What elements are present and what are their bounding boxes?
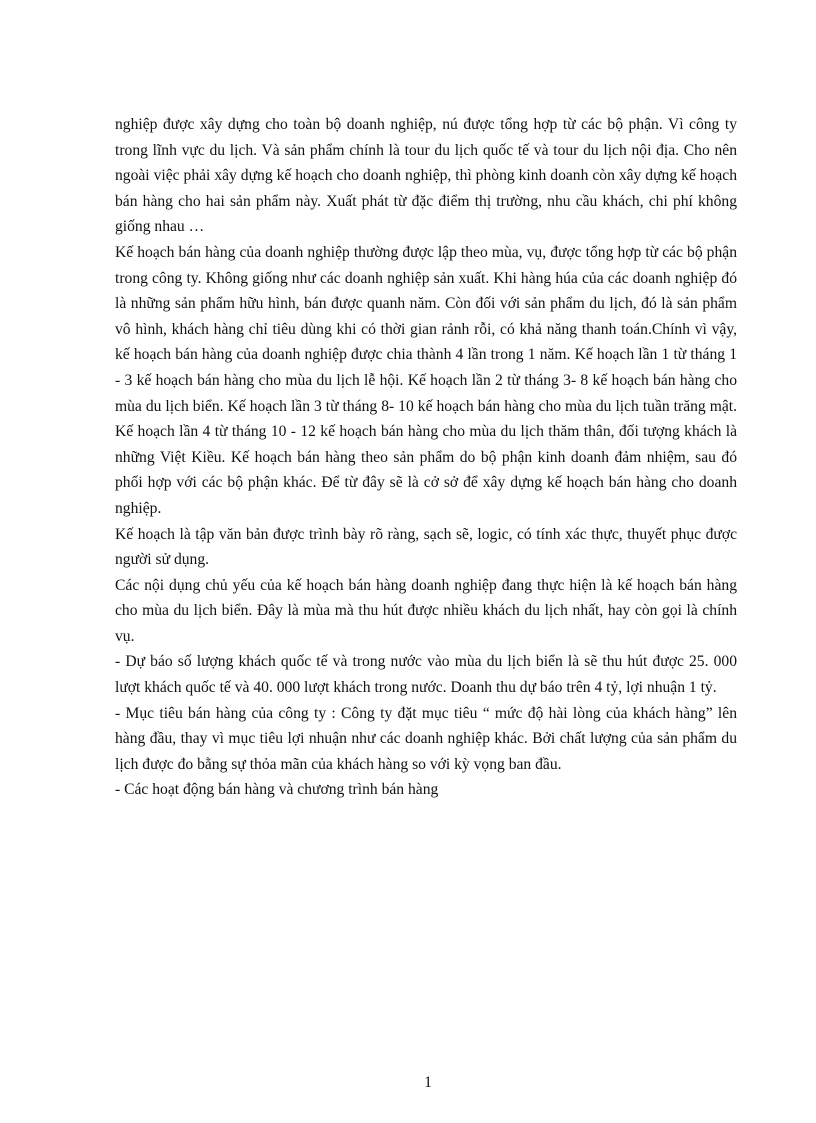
paragraph-6: - Mục tiêu bán hàng của công ty : Công ty đặt mục tiêu “ mức độ hài lòng của khách hàng” lên hàng đầu, thay vì mục tiêu lợi nhuận như các doanh nghiệp khác. Bởi chất lượng của sản phẩm du lịch được đo bằng sự thỏa mãn của khách hàng so với kỳ vọng ban đầu. [115,704,737,773]
body-text [115,112,737,803]
paragraph-7: - Các hoạt động bán hàng và chương trình bán hàng [115,781,439,799]
page-number: 1 [424,1074,432,1091]
paragraph-5: - Dự báo số lượng khách quốc tế và trong nước vào mùa du lịch biển là sẽ thu hút được 25. 000 lượt khách quốc tế và 40. 000 lượt khách trong nước. Doanh thu dự báo trên 4 tỷ, lợi nhuận 1 tỷ. [115,653,737,697]
paragraph-3: Kế hoạch là tập văn bản được trình bày rõ ràng, sạch sẽ, logic, có tính xác thực, thuyết phục được người sử dụng. [115,525,737,569]
paragraph-1: nghiệp được xây dựng cho toàn bộ doanh nghiệp, nú được tổng hợp từ các bộ phận. Vì công ty trong lĩnh vực du lịch. Và sản phẩm chính là tour du lịch quốc tế và tour du lịch nội địa. Cho nên ngoài việc phải xây dựng kế hoạch cho doanh nghiệp, thì phòng kinh doanh còn xây dựng kế hoạch bán hàng cho hai sản phẩm này. Xuất phát từ đặc điểm thị trường, nhu cầu khách, chi phí không giống nhau … [115,116,737,236]
paragraph-4: Các nội dụng chủ yếu của kế hoạch bán hàng doanh nghiệp đang thực hiện là kế hoạch bán hàng cho mùa du lịch biển. Đây là mùa mà thu hút được nhiều khách du lịch nhất, hay còn gọi là chính vụ. [115,576,737,645]
paragraph-2: Kế hoạch bán hàng của doanh nghiệp thường được lập theo mùa, vụ, được tổng hợp từ các bộ phận trong công ty. Không giống như các doanh nghiệp sản xuất. Khi hàng húa của các doanh nghiệp đó là những sản phẩm hữu hình, bán được quanh năm. Còn đối với sản phẩm du lịch, đó là sản phẩm vô hình, khách hàng chỉ tiêu dùng khi có thời gian rảnh rỗi, có khả năng thanh toán.Chính vì vậy, kế hoạch bán hàng của doanh nghiệp được chia thành 4 lần trong 1 năm. Kế hoạch lần 1 từ tháng 1 - 3 kế hoạch bán hàng cho mùa du lịch lễ hội. Kế hoạch lần 2 từ tháng 3- 8 kế hoạch bán hàng cho mùa du lịch biển. Kế hoạch lần 3 từ tháng 8- 10 kế hoạch bán hàng cho mùa du lịch tuần trăng mật. Kế hoạch lần 4 từ tháng 10 - 12 kế hoạch bán hàng cho mùa du lịch thăm thân, đối tượng khách là những Việt Kiều. Kế hoạch bán hàng theo sản phẩm do bộ phận kinh doanh đảm nhiệm, sau đó phối hợp với các bộ phận khác. Để từ đây sẽ là cở sở để xây dựng kế hoạch bán hàng cho doanh nghiệp. [115,243,737,517]
